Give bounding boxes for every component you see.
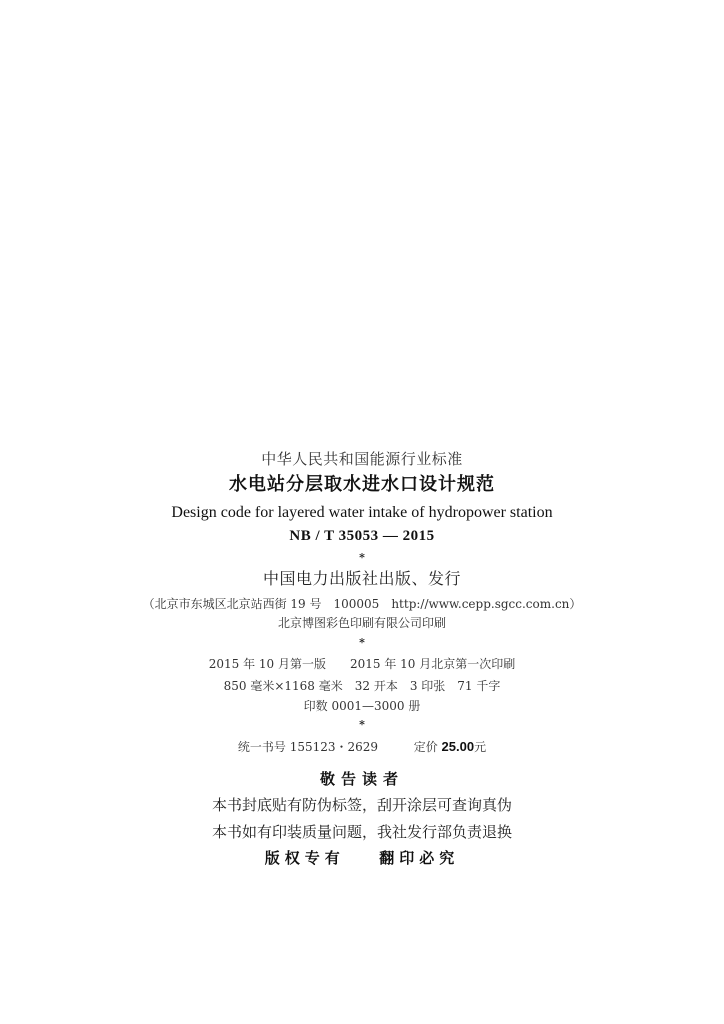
title-chinese: 水电站分层取水进水口设计规范: [229, 474, 495, 495]
isbn: 统一书号 155123・2629: [237, 740, 379, 754]
price-value: 25.00: [441, 739, 475, 754]
separator-star: *: [359, 718, 365, 731]
notice-returns: 本书如有印装质量问题，我社发行部负责退换: [211, 823, 512, 841]
rights-reserved: 版权专有: [264, 849, 345, 867]
notice-anti-counterfeit: 本书封底贴有防伪标签，刮开涂层可查询真伪: [211, 796, 512, 814]
isbn-price-line: [0, 740, 724, 753]
notice-heading: 敬告读者: [319, 770, 404, 788]
price-unit: 元: [474, 740, 487, 754]
print-run: 印数 0001—3000 册: [303, 699, 421, 713]
separator-star: *: [359, 551, 365, 564]
copyright-line: [0, 851, 724, 866]
publisher-address: （北京市东城区北京站西街 19 号 100005 http://www.cepp.sgcc.com.cn）: [142, 597, 582, 611]
edition-info: 2015 年 10 月第一版 2015 年 10 月北京第一次印刷: [208, 657, 516, 671]
separator-star: *: [359, 636, 365, 649]
no-reproduction: 翻印必究: [379, 849, 460, 867]
standard-series: 中华人民共和国能源行业标准: [261, 450, 463, 468]
printer: 北京博图彩色印刷有限公司印刷: [277, 616, 446, 630]
title-english: Design code for layered water intake of hydropower station: [171, 504, 553, 521]
price-label: 定价: [413, 740, 438, 754]
format-info: 850 毫米×1168 毫米 32 开本 3 印张 71 千字: [223, 679, 501, 693]
standard-code: NB / T 35053 — 2015: [289, 528, 435, 544]
publisher: 中国电力出版社出版、发行: [262, 569, 461, 588]
